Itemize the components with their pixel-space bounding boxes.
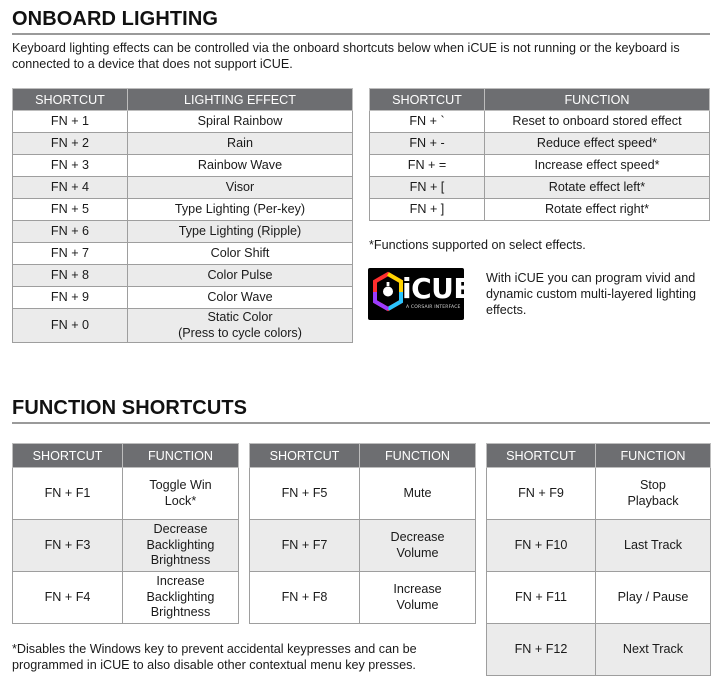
section-divider bbox=[12, 33, 710, 35]
shortcut-cell: FN + F5 bbox=[250, 468, 360, 520]
function-cell: Toggle Win Lock* bbox=[123, 468, 239, 520]
column-header-function: FUNCTION bbox=[596, 444, 711, 468]
shortcut-cell: FN + 0 bbox=[13, 309, 128, 343]
function-cell: Rainbow Wave bbox=[128, 155, 353, 177]
function-cell: Rotate effect left* bbox=[485, 177, 710, 199]
shortcut-cell: FN + F12 bbox=[487, 624, 596, 676]
shortcut-cell: FN + 1 bbox=[13, 111, 128, 133]
function-cell: Reset to onboard stored effect bbox=[485, 111, 710, 133]
table-row bbox=[487, 624, 711, 676]
function-cell: Increase Volume bbox=[360, 572, 476, 624]
function-cell: Rain bbox=[128, 133, 353, 155]
table-row bbox=[13, 111, 353, 133]
table-row bbox=[370, 177, 710, 199]
lighting-effects-table bbox=[12, 88, 353, 343]
table-row bbox=[250, 468, 476, 520]
table-row bbox=[370, 111, 710, 133]
shortcut-cell: FN + 8 bbox=[13, 265, 128, 287]
shortcut-cell: FN + 6 bbox=[13, 221, 128, 243]
function-shortcuts-table-3 bbox=[486, 443, 711, 676]
shortcut-cell: FN + F8 bbox=[250, 572, 360, 624]
shortcut-cell: FN + 3 bbox=[13, 155, 128, 177]
shortcut-cell: FN + 9 bbox=[13, 287, 128, 309]
effects-footnote: *Functions supported on select effects. bbox=[369, 238, 586, 252]
table-row bbox=[13, 309, 353, 343]
table-row bbox=[13, 287, 353, 309]
intro-paragraph: Keyboard lighting effects can be controlled via the onboard shortcuts below when iCUE is not running or the keyboard is connected to a device that does not support iCUE. bbox=[12, 41, 680, 71]
table-row bbox=[13, 265, 353, 287]
shortcut-cell: FN + F11 bbox=[487, 572, 596, 624]
column-header-shortcut: SHORTCUT bbox=[250, 444, 360, 468]
column-header-function: FUNCTION bbox=[123, 444, 239, 468]
win-lock-footnote: *Disables the Windows key to prevent accidental keypresses and can be programmed in iCUE to also disable other contextual menu key presses. bbox=[12, 642, 417, 672]
shortcut-cell: FN + 4 bbox=[13, 177, 128, 199]
function-cell: Mute bbox=[360, 468, 476, 520]
column-header-function: FUNCTION bbox=[360, 444, 476, 468]
function-cell: Color Wave bbox=[128, 287, 353, 309]
shortcut-cell: FN + F3 bbox=[13, 520, 123, 572]
section-divider bbox=[12, 422, 710, 424]
shortcut-cell: FN + 2 bbox=[13, 133, 128, 155]
function-cell: Rotate effect right* bbox=[485, 199, 710, 221]
table-row bbox=[487, 572, 711, 624]
table-row bbox=[13, 177, 353, 199]
table-row bbox=[13, 133, 353, 155]
function-cell: Stop Playback bbox=[596, 468, 711, 520]
shortcut-cell: FN + F4 bbox=[13, 572, 123, 624]
shortcut-cell: FN + - bbox=[370, 133, 485, 155]
table-row bbox=[487, 520, 711, 572]
function-cell: Increase effect speed* bbox=[485, 155, 710, 177]
shortcut-cell: FN + 7 bbox=[13, 243, 128, 265]
lighting-function-table bbox=[369, 88, 710, 221]
table-row bbox=[487, 468, 711, 520]
column-header-shortcut: SHORTCUT bbox=[487, 444, 596, 468]
icue-logo bbox=[368, 268, 473, 320]
column-header-lighting-effect: LIGHTING EFFECT bbox=[128, 89, 353, 111]
shortcut-cell: FN + F7 bbox=[250, 520, 360, 572]
function-cell: Static Color (Press to cycle colors) bbox=[128, 309, 353, 343]
function-cell: Type Lighting (Ripple) bbox=[128, 221, 353, 243]
shortcut-cell: FN + ] bbox=[370, 199, 485, 221]
section-title-function-shortcuts: FUNCTION SHORTCUTS bbox=[12, 397, 248, 419]
shortcut-cell: FN + = bbox=[370, 155, 485, 177]
function-shortcuts-table-1 bbox=[12, 443, 239, 624]
table-row bbox=[250, 520, 476, 572]
icue-tagline: A CORSAIR INTERFACE bbox=[406, 305, 461, 310]
section-title-onboard-lighting: ONBOARD LIGHTING bbox=[12, 8, 219, 30]
shortcut-cell: FN + F1 bbox=[13, 468, 123, 520]
column-header-shortcut: SHORTCUT bbox=[13, 444, 123, 468]
function-cell: Reduce effect speed* bbox=[485, 133, 710, 155]
function-cell: Color Shift bbox=[128, 243, 353, 265]
table-row bbox=[13, 572, 239, 624]
table-row bbox=[370, 155, 710, 177]
column-header-shortcut: SHORTCUT bbox=[370, 89, 485, 111]
shortcut-cell: FN + 5 bbox=[13, 199, 128, 221]
function-cell: Color Pulse bbox=[128, 265, 353, 287]
table-row bbox=[13, 155, 353, 177]
column-header-shortcut: SHORTCUT bbox=[13, 89, 128, 111]
function-shortcuts-table-2 bbox=[249, 443, 476, 624]
function-cell: Last Track bbox=[596, 520, 711, 572]
column-header-function: FUNCTION bbox=[485, 89, 710, 111]
table-row bbox=[13, 520, 239, 572]
table-row bbox=[13, 221, 353, 243]
function-cell: Spiral Rainbow bbox=[128, 111, 353, 133]
function-cell: Play / Pause bbox=[596, 572, 711, 624]
table-row bbox=[13, 468, 239, 520]
function-cell: Type Lighting (Per-key) bbox=[128, 199, 353, 221]
icue-blurb: With iCUE you can program vivid and dynamic custom multi-layered lighting effects. bbox=[486, 271, 696, 317]
shortcut-cell: FN + F10 bbox=[487, 520, 596, 572]
function-cell: Decrease Backlighting Brightness bbox=[123, 520, 239, 572]
icue-wordmark: iCUE bbox=[402, 272, 473, 305]
table-row bbox=[250, 572, 476, 624]
table-row bbox=[13, 243, 353, 265]
table-row bbox=[13, 199, 353, 221]
function-cell: Visor bbox=[128, 177, 353, 199]
table-row bbox=[370, 199, 710, 221]
function-cell: Increase Backlighting Brightness bbox=[123, 572, 239, 624]
table-row bbox=[370, 133, 710, 155]
shortcut-cell: FN + F9 bbox=[487, 468, 596, 520]
shortcut-cell: FN + ` bbox=[370, 111, 485, 133]
function-cell: Decrease Volume bbox=[360, 520, 476, 572]
function-cell: Next Track bbox=[596, 624, 711, 676]
shortcut-cell: FN + [ bbox=[370, 177, 485, 199]
